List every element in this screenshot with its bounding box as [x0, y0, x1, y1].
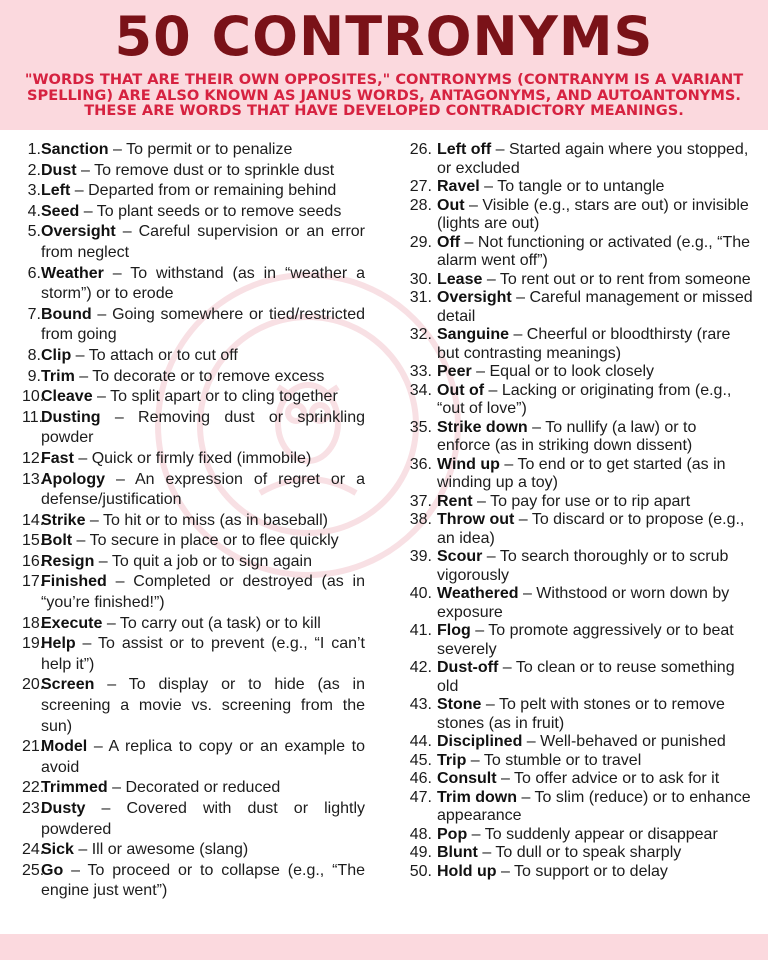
item-number: 9. — [27, 367, 41, 385]
item-word: Apology — [41, 470, 105, 488]
item-number: 44. — [409, 733, 432, 750]
item-definition: – To suddenly appear or disappear — [467, 825, 718, 843]
item-definition: – To pay for use or to rip apart — [472, 492, 691, 510]
item-definition: – To plant seeds or to remove seeds — [79, 202, 342, 220]
contronym-item — [406, 548, 754, 585]
contronym-item — [406, 326, 754, 363]
contronym-item — [406, 511, 754, 548]
contronym-item — [22, 305, 365, 346]
item-definition: – To remove dust or to sprinkle dust — [76, 161, 335, 179]
item-number: 26. — [409, 141, 432, 158]
item-text — [41, 572, 365, 613]
item-number: 36. — [409, 455, 432, 473]
item-word: Hold up — [437, 862, 497, 880]
contronym-item — [406, 733, 754, 752]
item-text — [41, 737, 365, 778]
item-number: 38. — [409, 511, 432, 528]
item-number: 43. — [409, 696, 432, 713]
item-word: Dusty — [41, 800, 86, 817]
item-number: 20. — [22, 676, 45, 694]
item-text — [432, 419, 754, 456]
item-text — [41, 367, 365, 388]
item-text — [41, 634, 365, 675]
item-number: 11. — [22, 408, 44, 426]
contronym-item — [406, 234, 754, 271]
item-number: 34. — [409, 381, 432, 399]
item-definition: – Not functioning or activated (e.g., “The alarm went off”) — [437, 233, 751, 269]
item-word: Finished — [41, 573, 107, 591]
item-text — [41, 408, 365, 449]
item-text — [41, 181, 365, 202]
item-word: Wind up — [437, 455, 500, 473]
contronym-item — [406, 178, 754, 197]
item-text — [41, 531, 365, 552]
contronym-item — [406, 770, 754, 789]
item-text — [432, 178, 754, 197]
item-number: 18. — [22, 614, 45, 632]
item-number: 19. — [22, 635, 45, 653]
item-word: Weather — [41, 264, 104, 282]
item-definition: – To discard or to propose (e.g., an idea) — [437, 511, 745, 547]
item-word: Model — [41, 738, 88, 756]
contronym-item — [22, 737, 365, 778]
item-definition: – To dull or to speak sharply — [477, 844, 682, 861]
item-number: 4. — [27, 202, 41, 220]
item-definition: – To hit or to miss (as in baseball) — [85, 511, 328, 529]
item-definition: – To promote aggressively or to beat severely — [437, 622, 734, 658]
item-word: Execute — [41, 614, 103, 632]
contronym-item — [406, 289, 754, 326]
item-text — [41, 861, 365, 902]
item-number: 50. — [409, 862, 432, 880]
item-word: Peer — [437, 363, 472, 380]
item-definition: – Careful supervision or an error from neglect — [41, 223, 365, 261]
item-word: Trim down — [437, 788, 517, 806]
item-definition: – Visible (e.g., stars are out) or invisible (lights are out) — [437, 196, 749, 232]
contronym-item — [406, 419, 754, 456]
item-text — [41, 161, 365, 182]
contronym-item — [406, 659, 754, 696]
item-word: Lease — [437, 270, 483, 288]
item-word: Ravel — [437, 178, 480, 195]
item-word: Strike down — [437, 418, 528, 436]
item-definition: – To end or to get started (as in winding up a toy) — [437, 455, 726, 491]
item-word: Left off — [437, 141, 492, 158]
item-word: Trimmed — [41, 779, 108, 797]
contronym-item — [22, 140, 365, 161]
contronym-item — [406, 752, 754, 771]
contronym-item — [406, 456, 754, 493]
item-word: Help — [41, 635, 76, 653]
item-number: 1. — [27, 141, 41, 158]
item-word: Bolt — [41, 532, 73, 550]
item-number: 15. — [22, 532, 45, 550]
item-word: Go — [41, 861, 64, 879]
contronym-item — [22, 511, 365, 532]
item-number: 25. — [22, 861, 45, 879]
item-text — [432, 863, 754, 882]
contronym-item — [22, 799, 365, 840]
item-definition: – Withstood or worn down by exposure — [437, 585, 730, 621]
item-number: 12. — [22, 449, 45, 467]
item-word: Dust — [41, 161, 77, 179]
item-definition: – Quick or firmly fixed (immobile) — [73, 449, 312, 467]
item-text — [432, 234, 754, 271]
item-number: 39. — [409, 548, 432, 565]
item-number: 24. — [22, 841, 45, 859]
item-text — [41, 222, 365, 263]
item-definition: – To proceed or to collapse (e.g., “The engine just went”) — [41, 861, 365, 900]
item-definition: – Well-behaved or punished — [522, 733, 726, 750]
item-number: 7. — [27, 305, 41, 323]
contronym-item — [22, 552, 365, 573]
item-word: Disciplined — [437, 733, 523, 750]
item-word: Clip — [41, 346, 72, 364]
item-number: 47. — [409, 788, 432, 806]
footer-band — [0, 934, 768, 960]
item-text — [432, 493, 754, 512]
contronym-item — [22, 614, 365, 635]
item-definition: – Cheerful or bloodthirsty (rare but contrasting meanings) — [437, 326, 731, 362]
item-text — [432, 826, 754, 845]
contronym-item — [406, 493, 754, 512]
item-definition: – Going somewhere or tied/restricted from going — [41, 305, 365, 344]
contronym-item — [22, 449, 365, 470]
item-text — [432, 622, 754, 659]
item-definition: – Equal or to look closely — [471, 363, 655, 380]
item-definition: – To support or to delay — [496, 862, 668, 880]
item-text — [41, 387, 365, 408]
item-text — [41, 470, 365, 511]
item-text — [432, 363, 754, 382]
item-definition: – To offer advice or to ask for it — [496, 770, 720, 787]
contronym-item — [22, 367, 365, 388]
item-definition: – Departed from or remaining behind — [70, 182, 337, 200]
contronym-list-right — [406, 141, 754, 881]
item-text — [432, 752, 754, 771]
contronym-item — [406, 844, 754, 863]
item-text — [41, 552, 365, 573]
item-definition: – Lacking or originating from (e.g., “out of love”) — [437, 381, 732, 417]
contronym-item — [22, 387, 365, 408]
item-definition: – Covered with dust or lightly powdered — [41, 800, 365, 838]
item-word: Seed — [41, 202, 80, 220]
item-definition: – To nullify (a law) or to enforce (as in striking down dissent) — [437, 418, 697, 454]
item-definition: – To quit a job or to sign again — [94, 552, 312, 570]
item-text — [41, 778, 365, 799]
item-word: Bound — [41, 305, 92, 323]
item-text — [41, 675, 365, 737]
item-word: Flog — [437, 622, 471, 639]
contronym-item — [22, 470, 365, 511]
contronym-item — [406, 696, 754, 733]
contronym-item — [22, 264, 365, 305]
item-number: 45. — [409, 751, 432, 769]
item-word: Stone — [437, 696, 482, 713]
contronym-item — [406, 585, 754, 622]
item-definition: – Careful management or missed detail — [437, 289, 753, 325]
item-text — [432, 844, 754, 863]
item-number: 8. — [27, 346, 41, 364]
item-number: 21. — [22, 738, 45, 756]
contronym-item — [22, 202, 365, 223]
item-word: Dusting — [41, 408, 101, 426]
item-number: 48. — [409, 825, 432, 843]
item-definition: – To attach or to cut off — [71, 346, 238, 364]
contronym-item — [22, 222, 365, 263]
item-text — [432, 271, 754, 290]
item-word: Off — [437, 233, 461, 251]
item-word: Sanguine — [437, 326, 510, 343]
contronym-item — [406, 197, 754, 234]
item-word: Out — [437, 196, 465, 214]
item-word: Trim — [41, 367, 75, 385]
item-text — [432, 456, 754, 493]
item-text — [41, 346, 365, 367]
contronym-item — [22, 181, 365, 202]
item-word: Sanction — [41, 141, 109, 158]
item-number: 16. — [22, 552, 45, 570]
item-definition: – An expression of regret or a defense/justification — [41, 470, 365, 509]
item-text — [41, 511, 365, 532]
contronym-item — [406, 141, 754, 178]
contronym-item — [22, 408, 365, 449]
contronym-item — [22, 840, 365, 861]
contronym-item — [406, 622, 754, 659]
item-word: Rent — [437, 492, 473, 510]
item-text — [432, 382, 754, 419]
item-word: Blunt — [437, 844, 478, 861]
item-number: 41. — [409, 622, 432, 639]
item-word: Sick — [41, 841, 74, 859]
item-word: Pop — [437, 825, 468, 843]
item-text — [41, 449, 365, 470]
item-word: Consult — [437, 770, 497, 787]
item-word: Left — [41, 182, 71, 200]
item-definition: – To assist or to prevent (e.g., “I can’t help it”) — [41, 635, 365, 673]
item-word: Screen — [41, 676, 95, 694]
item-definition: – Started again where you stopped, or excluded — [437, 141, 749, 177]
item-number: 32. — [409, 326, 432, 343]
item-word: Trip — [437, 751, 467, 769]
item-text — [432, 770, 754, 789]
item-word: Cleave — [41, 388, 93, 406]
page-subtitle: "WORDS THAT ARE THEIR OWN OPPOSITES," CONTRONYMS (CONTRANYM IS A VARIANT SPELLING) ARE ALSO KNOWN AS JANUS WORDS, ANTAGONYMS, AND AUTOANTONYMS. THESE ARE WORDS THAT HAVE DEVELOPED CONTRADICTORY MEANINGS. — [24, 71, 744, 119]
item-word: Fast — [41, 449, 74, 467]
item-number: 29. — [409, 233, 432, 251]
item-word: Oversight — [437, 289, 512, 306]
item-number: 42. — [409, 659, 432, 676]
item-number: 17. — [22, 573, 45, 591]
contronym-item — [406, 826, 754, 845]
item-text — [432, 141, 754, 178]
item-definition: – To search thoroughly or to scrub vigorously — [437, 548, 729, 584]
item-text — [41, 799, 365, 840]
item-word: Resign — [41, 552, 95, 570]
item-number: 31. — [409, 289, 432, 306]
item-text — [432, 548, 754, 585]
contronym-item — [406, 863, 754, 882]
item-word: Out of — [437, 381, 485, 399]
item-text — [432, 733, 754, 752]
item-number: 35. — [409, 418, 432, 436]
item-number: 49. — [409, 844, 432, 861]
contronym-item — [406, 271, 754, 290]
item-number: 10. — [22, 388, 45, 406]
item-definition: – To clean or to reuse something old — [437, 659, 735, 695]
item-number: 40. — [409, 585, 432, 602]
item-number: 5. — [27, 223, 41, 241]
item-word: Strike — [41, 511, 86, 529]
item-text — [432, 326, 754, 363]
contronym-list-left — [22, 140, 365, 902]
item-text — [432, 585, 754, 622]
contronym-item — [22, 531, 365, 552]
item-text — [41, 202, 365, 223]
item-text — [432, 197, 754, 234]
item-text — [41, 614, 365, 635]
item-text — [432, 511, 754, 548]
item-word: Weathered — [437, 585, 519, 602]
item-word: Oversight — [41, 223, 116, 241]
item-number: 46. — [409, 770, 432, 787]
contronym-item — [22, 861, 365, 902]
item-number: 23. — [22, 800, 45, 817]
item-definition: – To pelt with stones or to remove stones (as in fruit) — [437, 696, 725, 732]
item-number: 37. — [409, 492, 432, 510]
item-definition: – To stumble or to travel — [466, 751, 642, 769]
item-definition: – Completed or destroyed (as in “you’re finished!”) — [41, 573, 365, 612]
item-definition: – To secure in place or to flee quickly — [72, 532, 339, 550]
item-definition: – To split apart or to cling together — [92, 388, 338, 406]
item-definition: – Decorated or reduced — [107, 779, 281, 797]
item-number: 33. — [409, 363, 432, 380]
contronym-item — [406, 363, 754, 382]
item-number: 28. — [409, 196, 432, 214]
item-word: Throw out — [437, 511, 515, 528]
item-number: 27. — [409, 178, 432, 195]
item-definition: – To carry out (a task) or to kill — [102, 614, 321, 632]
item-number: 2. — [27, 161, 41, 179]
item-definition: – To slim (reduce) or to enhance appearance — [437, 788, 751, 824]
item-word: Dust-off — [437, 659, 499, 676]
item-definition: – To rent out or to rent from someone — [482, 270, 751, 288]
contronym-item — [406, 789, 754, 826]
item-number: 14. — [22, 511, 45, 529]
item-definition: – A replica to copy or an example to avoid — [41, 738, 365, 776]
page-title: 50 CONTRONYMS — [114, 5, 654, 68]
item-number: 6. — [27, 264, 41, 282]
header-banner — [0, 0, 768, 130]
item-definition: – To decorate or to remove excess — [74, 367, 325, 385]
item-definition: – To display or to hide (as in screening a movie vs. screening from the sun) — [41, 676, 365, 735]
item-number: 3. — [27, 182, 41, 200]
contronym-item — [22, 634, 365, 675]
item-number: 30. — [409, 270, 432, 288]
item-text — [41, 264, 365, 305]
item-text — [432, 696, 754, 733]
item-text — [432, 789, 754, 826]
item-text — [41, 140, 365, 161]
contronym-item — [22, 346, 365, 367]
item-number: 13. — [22, 470, 45, 488]
contronym-item — [22, 778, 365, 799]
contronym-item — [406, 382, 754, 419]
item-word: Scour — [437, 548, 483, 565]
item-number: 22. — [22, 779, 45, 797]
contronym-item — [22, 675, 365, 737]
item-text — [41, 840, 365, 861]
item-definition: – To withstand (as in “weather a storm”) or to erode — [41, 264, 365, 303]
contronym-item — [22, 572, 365, 613]
item-definition: – To permit or to penalize — [108, 141, 293, 158]
item-text — [41, 305, 365, 346]
item-text — [432, 659, 754, 696]
item-text — [432, 289, 754, 326]
item-definition: – Removing dust or sprinkling powder — [41, 408, 365, 447]
item-definition: – To tangle or to untangle — [479, 178, 665, 195]
item-definition: – Ill or awesome (slang) — [73, 841, 249, 859]
contronym-item — [22, 161, 365, 182]
